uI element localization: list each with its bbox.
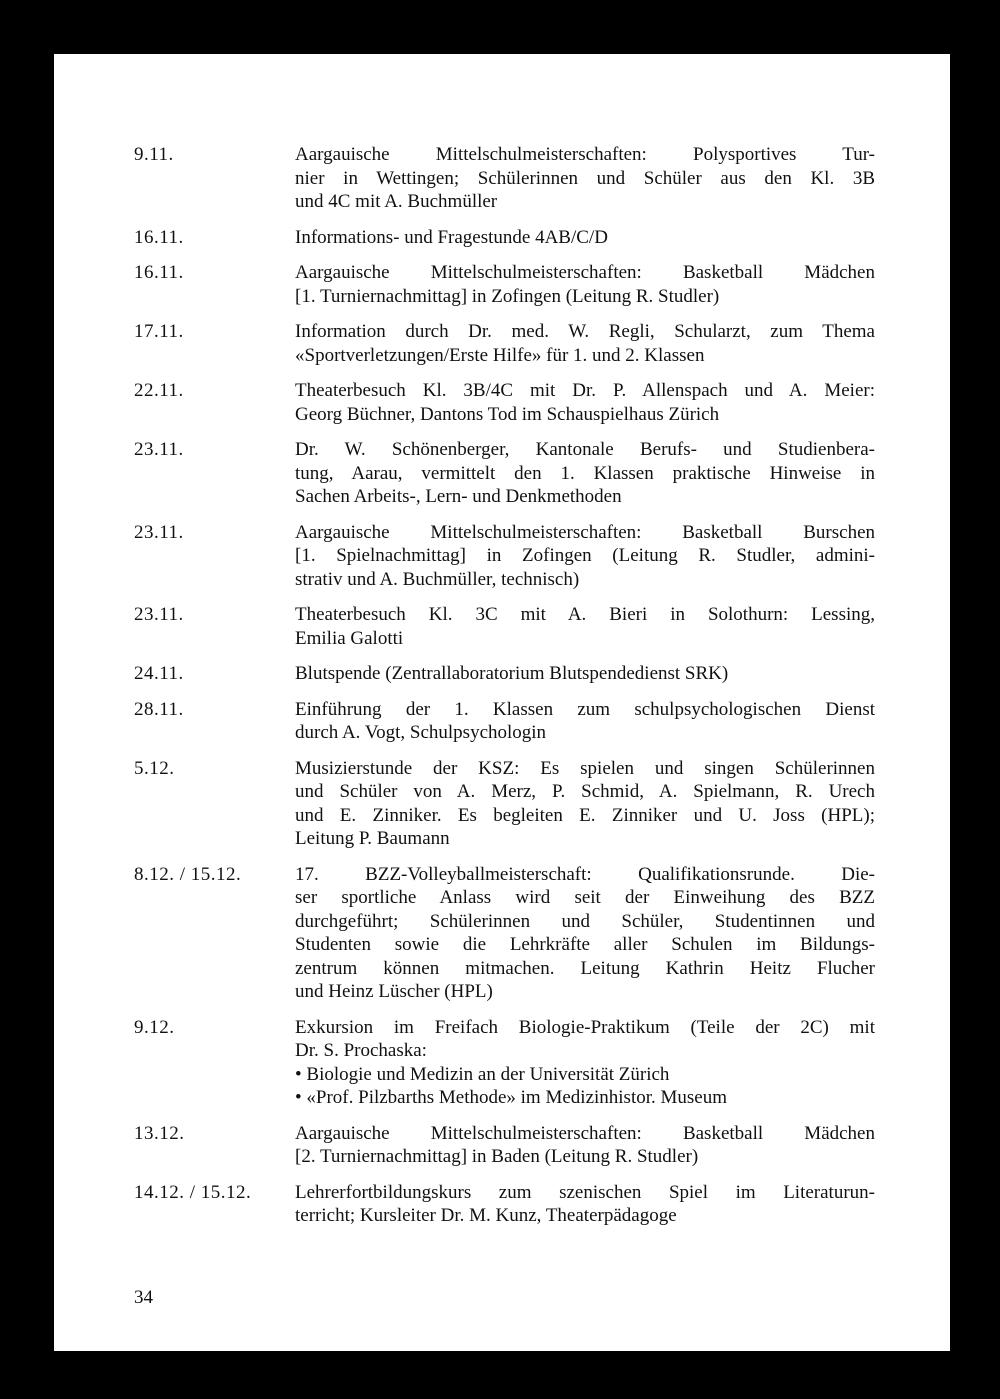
description-line: durch A. Vogt, Schulpsychologin [295,722,547,743]
event-entry [134,698,875,745]
description-line: Aargauische Mittelschulmeisterschaften: Basketball Burschen [295,521,875,543]
event-date: 23.11. [134,521,184,543]
description-line: nier in Wettingen; Schülerinnen und Schüler aus den Kl. 3B [295,167,875,189]
description-line: Exkursion im Freifach Biologie-Praktikum (Teile der 2C) mit [295,1016,875,1038]
event-description [295,379,875,426]
event-description [295,757,875,851]
description-line: 17. BZZ-Volleyballmeisterschaft: Qualifikationsrunde. Die- [295,863,875,885]
event-date: 14.12. / 15.12. [134,1181,252,1203]
description-line: Leitung P. Baumann [295,828,450,849]
description-line: durchgeführt; Schülerinnen und Schüler, Studentinnen und [295,910,875,932]
description-line: «Sportverletzungen/Erste Hilfe» für 1. und 2. Klassen [295,344,705,366]
event-description [295,1122,875,1169]
description-line: zentrum können mitmachen. Leitung Kathrin Heitz Flucher [295,957,875,979]
description-line: Studenten sowie die Lehrkräfte aller Schulen im Bildungs- [295,934,875,955]
description-line: Aargauische Mittelschulmeisterschaften: Polysportives Tur- [295,144,875,165]
event-description [295,143,875,214]
event-description [295,1016,875,1110]
event-list [134,143,875,1240]
event-description [295,521,875,592]
description-line: Informations- und Fragestunde 4AB/C/D [295,226,608,248]
description-line: Emilia Galotti [295,627,404,649]
event-entry [134,261,875,308]
document-page [54,54,950,1351]
description-line: Theaterbesuch Kl. 3C mit A. Bieri in Solothurn: Lessing, [295,604,875,625]
event-description [295,1181,875,1228]
event-description [295,603,875,650]
event-description [295,662,875,686]
event-entry [134,1181,875,1228]
event-entry [134,438,875,509]
event-description [295,438,875,509]
description-line: Einführung der 1. Klassen zum schulpsychologischen Dienst [295,698,875,720]
description-line: strativ und A. Buchmüller, technisch) [295,568,580,590]
description-line: Information durch Dr. med. W. Regli, Schularzt, zum Thema [295,321,875,342]
event-description [295,863,875,1004]
event-entry [134,603,875,650]
description-line: terricht; Kursleiter Dr. M. Kunz, Theaterpädagoge [295,1205,677,1226]
event-date: 9.12. [134,1016,175,1038]
description-line: Musizierstunde der KSZ: Es spielen und singen Schülerinnen [295,757,875,779]
event-date: 8.12. / 15.12. [134,863,242,885]
bullet-text: «Prof. Pilzbarths Methode» im Medizinhistor. Museum [306,1087,728,1108]
bullet-icon: • [295,1087,307,1108]
description-line: [1. Turniernachmittag] in Zofingen (Leitung R. Studler) [295,285,720,307]
event-description [295,698,875,745]
event-entry [134,863,875,1004]
description-line: Aargauische Mittelschulmeisterschaften: Basketball Mädchen [295,1122,875,1144]
bullet-icon: • [295,1063,307,1085]
description-line: Sachen Arbeits-, Lern- und Denkmethoden [295,486,622,507]
event-entry [134,1122,875,1169]
event-date: 23.11. [134,439,184,460]
event-date: 13.12. [134,1122,185,1144]
bullet-item [295,1063,875,1087]
event-entry [134,662,875,686]
event-date: 24.11. [134,663,184,684]
event-date: 17.11. [134,321,184,342]
description-line: [1. Spielnachmittag] in Zofingen (Leitung R. Studler, admini- [295,545,875,566]
event-description [295,261,875,308]
description-line: und 4C mit A. Buchmüller [295,191,498,212]
event-entry [134,143,875,214]
event-date: 9.11. [134,144,174,165]
description-line: und Schüler von A. Merz, P. Schmid, A. Spielmann, R. Urech [295,781,875,802]
description-line: Georg Büchner, Dantons Tod im Schauspielhaus Zürich [295,403,720,425]
event-date: 28.11. [134,698,184,720]
event-entry [134,226,875,250]
description-line: tung, Aarau, vermittelt den 1. Klassen praktische Hinweise in [295,462,875,484]
event-date: 16.11. [134,226,184,248]
event-description [295,320,875,367]
description-line: [2. Turniernachmittag] in Baden (Leitung R. Studler) [295,1146,699,1167]
event-entry [134,521,875,592]
event-entry [134,757,875,851]
event-date: 23.11. [134,604,184,625]
event-description [295,226,875,250]
description-line: Aargauische Mittelschulmeisterschaften: Basketball Mädchen [295,262,875,283]
description-line: ser sportliche Anlass wird seit der Einweihung des BZZ [295,887,875,908]
description-line: Theaterbesuch Kl. 3B/4C mit Dr. P. Allenspach und A. Meier: [295,380,875,401]
event-entry [134,320,875,367]
event-date: 5.12. [134,757,175,779]
description-line: Lehrerfortbildungskurs zum szenischen Spiel im Literaturun- [295,1181,875,1203]
description-line: Dr. S. Prochaska: [295,1040,427,1061]
description-line: Dr. W. Schönenberger, Kantonale Berufs- und Studienbera- [295,439,875,460]
event-entry [134,379,875,426]
description-line: und E. Zinniker. Es begleiten E. Zinniker und U. Joss (HPL); [295,804,875,826]
event-entry [134,1016,875,1110]
bullet-text: Biologie und Medizin an der Universität Zürich [306,1063,670,1085]
bullet-item [295,1086,875,1110]
page-number: 34 [134,1287,153,1308]
description-line: und Heinz Lüscher (HPL) [295,981,493,1002]
event-date: 22.11. [134,380,184,401]
event-date: 16.11. [134,262,184,283]
description-line: Blutspende (Zentrallaboratorium Blutspendedienst SRK) [295,663,729,684]
